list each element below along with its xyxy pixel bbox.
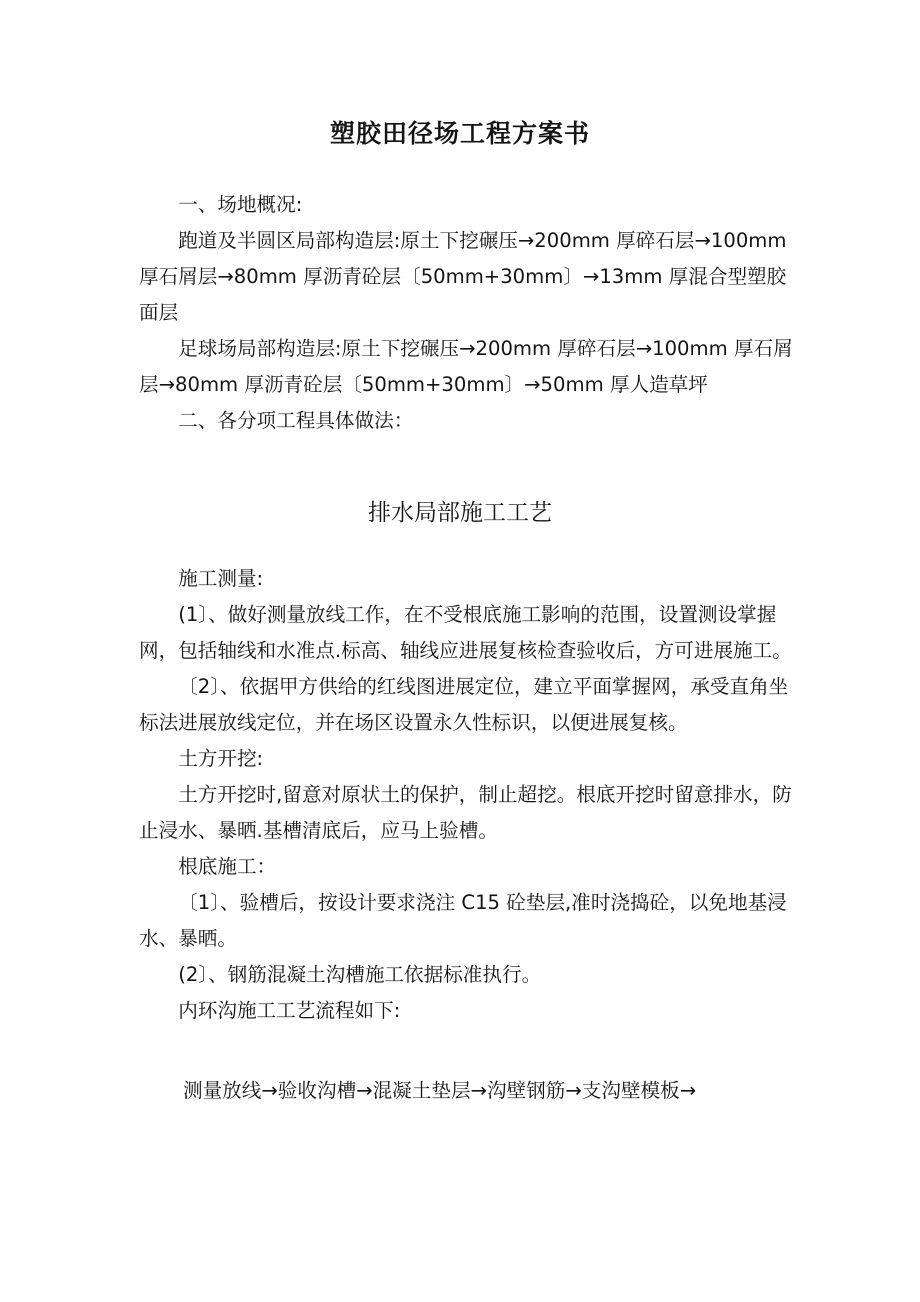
earthwork-paragraph: 土方开挖时,留意对原状土的保护，制止超挖。根底开挖时留意排水，防止浸水、暴晒.基槽清底后，应马上验槽。 [139,783,792,842]
foundation-heading: 根底施工： [178,855,277,878]
foundation-step-2: (2〕、钢筋混凝土沟槽施工依据标准执行。 [178,963,542,986]
survey-heading: 施工测量: [178,567,264,590]
document-title: 塑胶田径场工程方案书 [329,119,590,148]
site-overview-heading: 一、场地概况: [178,193,303,216]
track-structure-paragraph: 跑道及半圆区局部构造层:原土下挖碾压→200mm 厚碎石层→100mm 厚石屑层→80mm 厚沥青砼层〔50mm+30mm〕→13mm 厚混合型塑胶面层 [139,229,787,324]
foundation-step-1: 〔1〕、验槽后，按设计要求浇注 C15 砼垫层,准时浇捣砼，以免地基浸水、暴晒。 [139,891,787,950]
survey-step-2: 〔2〕、依据甲方供给的红线图进展定位，建立平面掌握网，承受直角坐标法进展放线定位，并在场区设置永久性标识，以便进展复核。 [139,675,789,734]
site-overview-section [139,187,799,439]
survey-step-1: (1〕、做好测量放线工作，在不受根底施工影响的范围，设置测设掌握网，包括轴线和水准点.标高、轴线应进展复核检查验收后，方可进展施工。 [139,603,792,662]
process-flow-line: 测量放线→验收沟槽→混凝土垫层→沟壁钢筋→支沟壁模板→ [183,1079,697,1102]
football-structure-paragraph: 足球场局部构造层:原土下挖碾压→200mm 厚碎石层→100mm 厚石屑层→80mm 厚沥青砼层〔50mm+30mm〕→50mm 厚人造草坪 [139,337,793,396]
drainage-section-title: 排水局部施工工艺 [368,500,552,526]
process-heading: 内环沟施工工艺流程如下: [178,999,401,1022]
drainage-section [139,561,799,1029]
methods-heading: 二、各分项工程具体做法： [178,409,414,432]
earthwork-heading: 土方开挖: [178,747,264,770]
